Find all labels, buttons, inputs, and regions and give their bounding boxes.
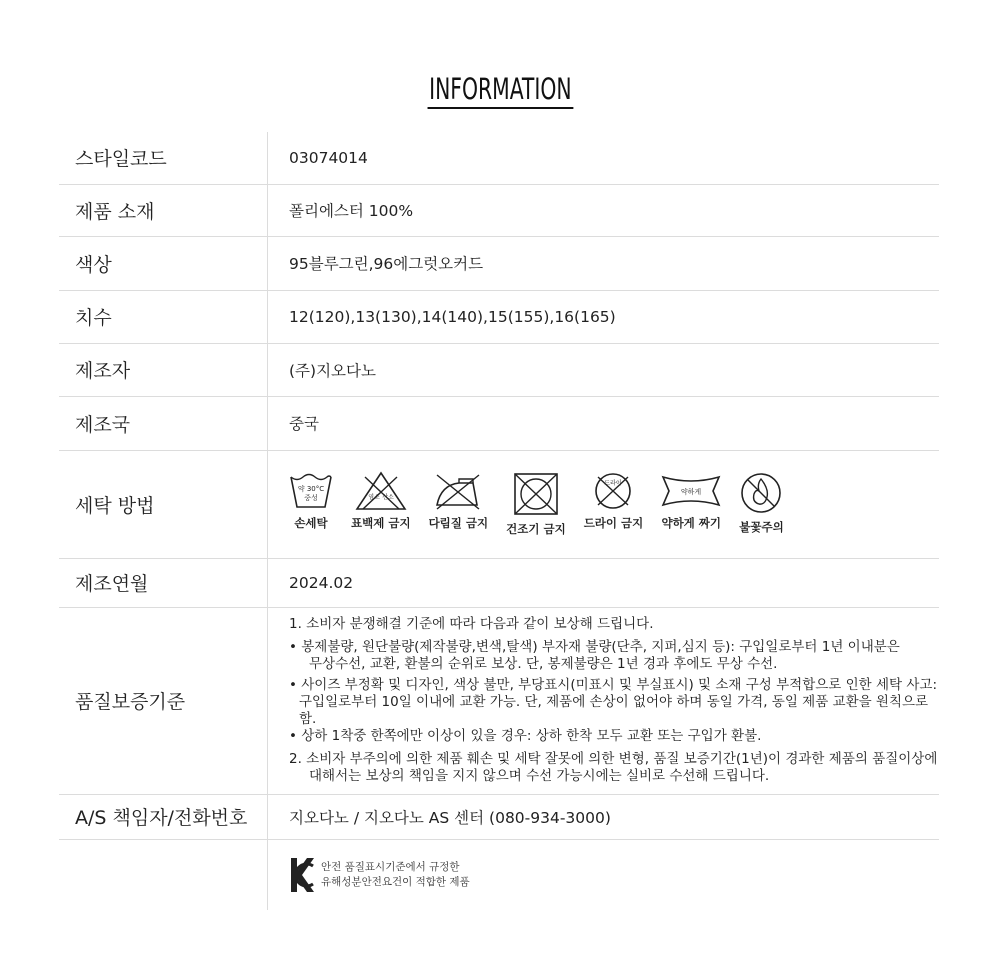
no-iron-icon (433, 471, 483, 511)
wash-item-iron (429, 471, 489, 531)
label-color: 색상 (59, 236, 268, 290)
quality-line: • 사이즈 부정확 및 디자인, 색상 불만, 부당표시(미표시 및 부실표시) 및 소재 구성 부적합으로 인한 세탁 사고: (289, 677, 938, 693)
no-bleach-icon (355, 471, 407, 511)
wash-item-hand (289, 471, 333, 531)
wash-item-wring (661, 471, 721, 531)
dry-clean-text: 드라이 (604, 480, 623, 487)
quality-text (268, 607, 940, 794)
no-tumble-dry-icon (512, 471, 560, 517)
kc-line1: 안전 품질표시기준에서 규정한 (321, 860, 460, 873)
row-size (59, 290, 939, 343)
hand-wash-icon (289, 471, 333, 511)
row-style-code (59, 132, 939, 184)
value-date: 2024.02 (268, 558, 940, 607)
quality-line: 2. 소비자 부주의에 의한 제품 훼손 및 세탁 잘못에 의한 변형, 품질 보증기간(1년)이 경과한 제품의 품질이상에 (289, 751, 938, 767)
wash-item-bleach (351, 471, 411, 531)
washing-symbols (268, 450, 940, 558)
hand-wash-temp: 약 30°C (297, 485, 325, 493)
label-country: 제조국 (59, 396, 268, 450)
wash-caption: 다림질 금지 (428, 516, 489, 530)
row-washing (59, 450, 939, 558)
kc-mark-icon (289, 856, 315, 894)
row-as (59, 794, 939, 839)
wash-item-fire (739, 471, 783, 535)
wash-caption: 건조기 금지 (506, 522, 566, 536)
label-empty (59, 839, 268, 910)
wash-caption: 불꽃주의 (739, 520, 784, 534)
bleach-oxygen: 산소 (381, 494, 394, 501)
quality-line: 1. 소비자 분쟁해결 기준에 따라 다음과 같이 보상해 드립니다. (289, 616, 654, 632)
quality-line: 대해서는 보상의 책임을 지지 않으며 수선 가능시에는 실비로 수선해 드립니다. (309, 768, 770, 784)
wash-item-dryclean (584, 471, 644, 531)
bleach-chlorine: 염소 (367, 494, 380, 501)
value-country: 중국 (268, 396, 940, 450)
value-color: 95블루그린,96에그럿오커드 (268, 236, 940, 290)
label-date: 제조연월 (59, 558, 268, 607)
quality-line: 무상수선, 교환, 환불의 순위로 보상. 단, 봉제불량은 1년 경과 후에도 무상 수선. (309, 656, 778, 672)
wash-caption: 약하게 짜기 (661, 516, 722, 530)
row-date (59, 558, 939, 607)
row-quality (59, 607, 939, 794)
label-size: 치수 (59, 290, 268, 343)
wash-caption: 드라이 금지 (583, 516, 644, 530)
wring-text: 약하게 (681, 488, 702, 496)
label-material: 제품 소재 (59, 184, 268, 236)
label-washing: 세탁 방법 (59, 450, 268, 558)
value-style-code: 03074014 (268, 132, 940, 184)
label-style-code: 스타일코드 (59, 132, 268, 184)
row-color (59, 236, 939, 290)
wash-caption: 손세탁 (294, 516, 328, 530)
row-kc (59, 839, 939, 910)
quality-line: 구입일로부터 10일 이내에 교환 가능. 단, 제품에 손상이 없어야 하며 동일 가격, 동일 제품 교환을 원칙으로 함. (299, 694, 929, 727)
quality-line: • 상하 1착중 한쪽에만 이상이 있을 경우: 상하 한착 모두 교환 또는 구입가 환불. (289, 728, 762, 744)
wash-caption: 표백제 금지 (351, 516, 411, 530)
row-country (59, 396, 939, 450)
kc-line2: 유해성분안전요건이 적합한 제품 (321, 875, 470, 888)
value-maker: (주)지오다노 (268, 343, 940, 396)
value-material: 폴리에스터 100% (268, 184, 940, 236)
quality-line: • 봉제불량, 원단불량(제작불량,변색,탈색) 부자재 불량(단추, 지퍼,심지 등): 구입일로부터 1년 이내분은 (289, 639, 900, 655)
label-maker: 제조자 (59, 343, 268, 396)
product-info-table (59, 132, 939, 910)
row-maker (59, 343, 939, 396)
fire-caution-icon (739, 471, 783, 515)
kc-certification (268, 839, 940, 910)
gentle-wring-icon (661, 471, 721, 511)
no-dry-clean-icon (590, 471, 636, 511)
row-material (59, 184, 939, 236)
value-size: 12(120),13(130),14(140),15(155),16(165) (268, 290, 940, 343)
hand-wash-neutral: 중성 (304, 494, 318, 502)
label-quality: 품질보증기준 (59, 607, 268, 794)
value-as: 지오다노 / 지오다노 AS 센터 (080-934-3000) (268, 794, 940, 839)
wash-item-dryer (506, 471, 566, 537)
page-title (0, 72, 1000, 109)
title-text: INFORMATION (427, 72, 573, 109)
label-as: A/S 책임자/전화번호 (59, 794, 268, 839)
